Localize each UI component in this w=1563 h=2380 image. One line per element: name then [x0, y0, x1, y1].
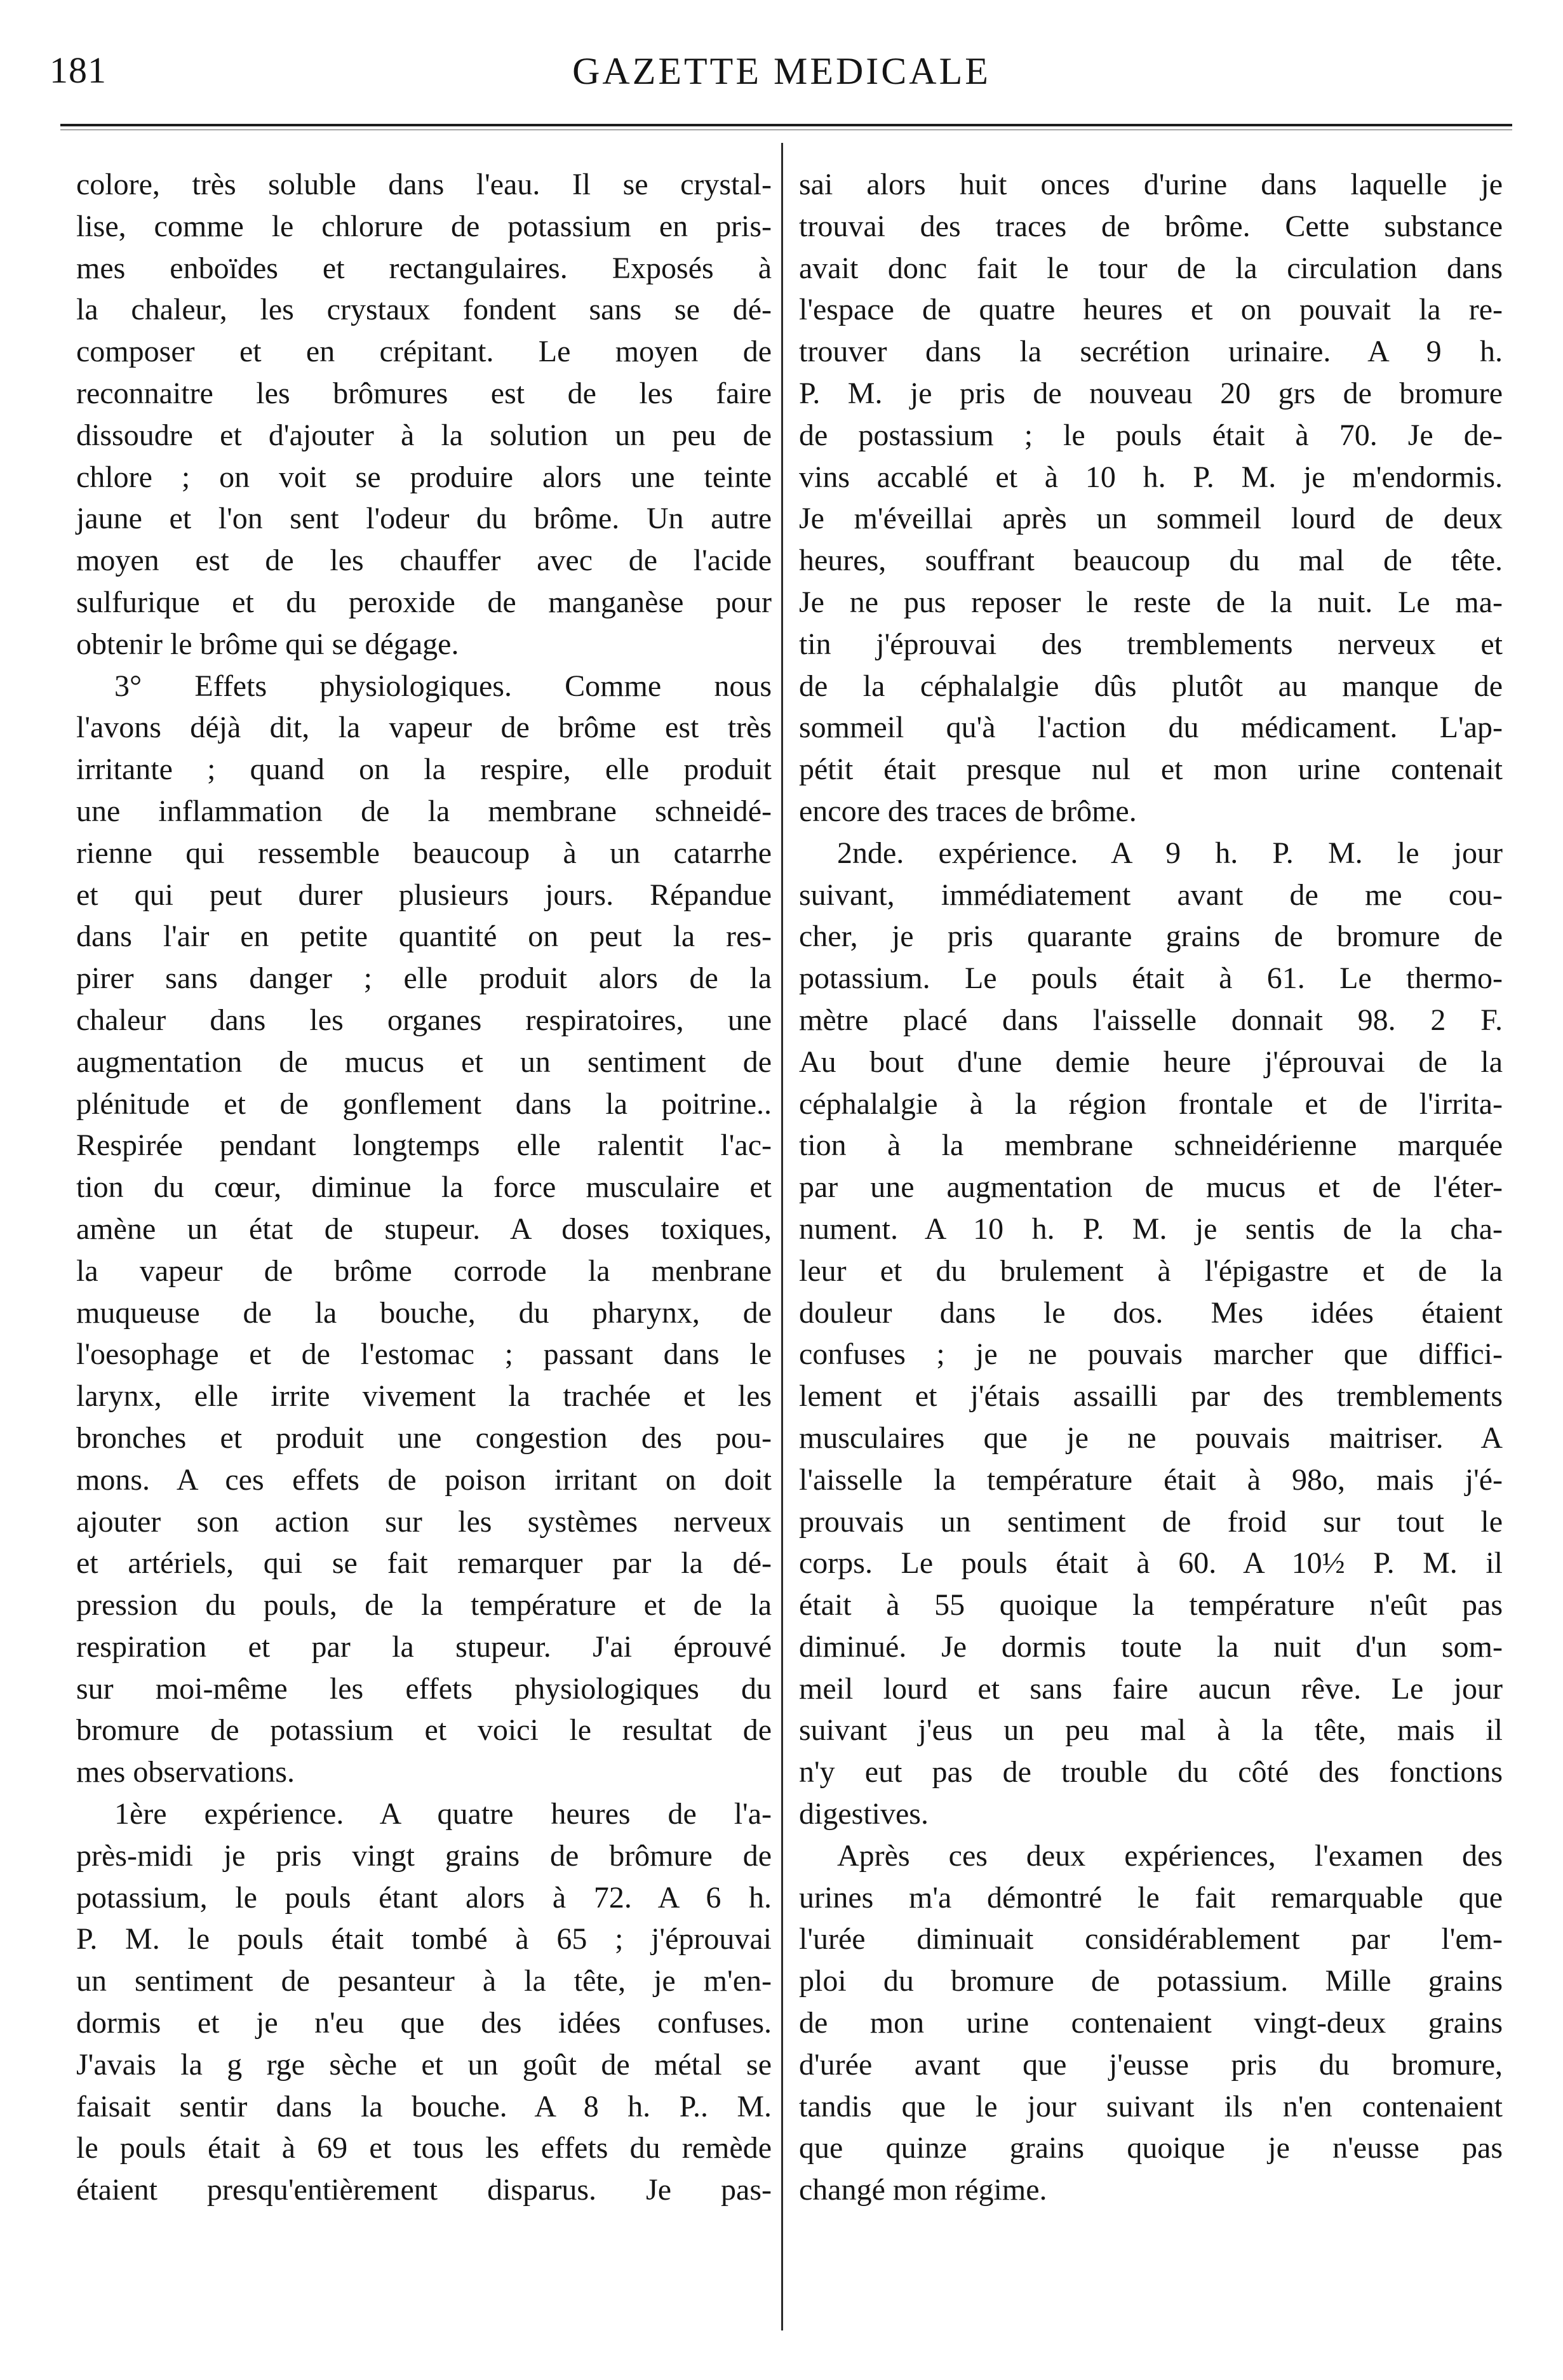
- text-line: pression du pouls, de la température et de la: [76, 1588, 772, 1622]
- text-line: 2nde. expérience. A 9 h. P. M. le jour: [837, 836, 1503, 870]
- text-line: faisait sentir dans la bouche. A 8 h. P.. M.: [76, 2089, 772, 2123]
- text-line: J'avais la g rge sèche et un goût de métal se: [76, 2047, 772, 2082]
- header-rule: [60, 124, 1512, 126]
- text-line: plénitude et de gonflement dans la poitrine..: [76, 1086, 772, 1121]
- text-line: suivant, immédiatement avant de me cou-: [799, 878, 1503, 912]
- text-line: P. M. je pris de nouveau 20 grs de bromure: [799, 376, 1503, 410]
- text-line: et artériels, qui se fait remarquer par la dé-: [76, 1546, 772, 1581]
- text-line: mons. A ces effets de poison irritant on doit: [76, 1462, 772, 1497]
- text-line: près-midi je pris vingt grains de brômure de: [76, 1838, 772, 1873]
- text-line: colore, très soluble dans l'eau. Il se crystal-: [76, 168, 772, 201]
- text-line: sulfurique et du peroxide de manganèse pour: [76, 585, 772, 619]
- text-line: l'urée diminuait considérablement par l'em-: [799, 1922, 1503, 1956]
- text-line: sai alors huit onces d'urine dans laquelle je: [799, 168, 1503, 201]
- text-line: étaient presqu'entièrement disparus. Je pas-: [76, 2173, 772, 2207]
- text-line: sur moi-même les effets physiologiques du: [76, 1671, 772, 1706]
- text-line: l'oesophage et de l'estomac ; passant dans le: [76, 1337, 772, 1372]
- right-column: [799, 164, 1503, 2211]
- text-line: respiration et par la stupeur. J'ai éprouvé: [76, 1629, 772, 1664]
- text-line: sommeil qu'à l'action du médicament. L'ap-: [799, 711, 1503, 745]
- text-line: que quinze grains quoique je n'eusse pas: [799, 2131, 1503, 2165]
- left-column: [76, 164, 772, 2211]
- text-line: était à 55 quoique la température n'eût pas: [799, 1588, 1503, 1622]
- text-line: par une augmentation de mucus et de l'éter-: [799, 1170, 1503, 1205]
- text-line: tion à la membrane schneidérienne marquée: [799, 1128, 1503, 1163]
- text-line: le pouls était à 69 et tous les effets du remède: [76, 2131, 772, 2165]
- text-line: la chaleur, les crystaux fondent sans se dé-: [76, 293, 772, 327]
- text-line: Respirée pendant longtemps elle ralentit l'ac-: [76, 1128, 772, 1163]
- text-line: n'y eut pas de trouble du côté des fonctions: [799, 1755, 1503, 1789]
- text-line: de mon urine contenaient vingt-deux grains: [799, 2006, 1503, 2040]
- text-line: diminué. Je dormis toute la nuit d'un som-: [799, 1629, 1503, 1664]
- text-line: ajouter son action sur les systèmes nerveux: [76, 1504, 772, 1539]
- text-line: et qui peut durer plusieurs jours. Répandue: [76, 878, 772, 912]
- text-line: l'avons déjà dit, la vapeur de brôme est très: [76, 711, 772, 745]
- text-line: la vapeur de brôme corrode la menbrane: [76, 1254, 772, 1288]
- text-line: pirer sans danger ; elle produit alors de la: [76, 961, 772, 996]
- text-line: avait donc fait le tour de la circulation dans: [799, 251, 1503, 285]
- text-line: tandis que le jour suivant ils n'en contenaient: [799, 2089, 1503, 2123]
- text-line: corps. Le pouls était à 60. A 10½ P. M. il: [799, 1546, 1503, 1581]
- text-line: de postassium ; le pouls était à 70. Je de-: [799, 418, 1503, 452]
- text-line: tin j'éprouvai des tremblements nerveux et: [799, 627, 1503, 661]
- text-line: dans l'air en petite quantité on peut la res-: [76, 919, 772, 954]
- text-line: bronches et produit une congestion des pou-: [76, 1421, 772, 1455]
- page-title: GAZETTE MEDICALE: [572, 50, 991, 92]
- text-line: vins accablé et à 10 h. P. M. je m'endormis.: [799, 460, 1503, 494]
- text-line: Je m'éveillai après un sommeil lourd de deux: [799, 502, 1503, 536]
- text-line: lise, comme le chlorure de potassium en pris-: [76, 209, 772, 243]
- text-line: amène un état de stupeur. A doses toxiques,: [76, 1212, 772, 1246]
- text-line: l'espace de quatre heures et on pouvait la re-: [799, 293, 1503, 327]
- text-line: suivant j'eus un peu mal à la tête, mais il: [799, 1713, 1503, 1748]
- text-line: moyen est de les chauffer avec de l'acide: [76, 544, 772, 578]
- text-line: céphalalgie à la région frontale et de l'irrita-: [799, 1086, 1503, 1121]
- text-line: ploi du bromure de potassium. Mille grains: [799, 1964, 1503, 1998]
- text-line: muqueuse de la bouche, du pharynx, de: [76, 1295, 772, 1330]
- text-line: dissoudre et d'ajouter à la solution un peu de: [76, 418, 772, 452]
- text-line: confuses ; je ne pouvais marcher que diffici-: [799, 1337, 1503, 1372]
- text-line: augmentation de mucus et un sentiment de: [76, 1045, 772, 1079]
- text-line: mes enboïdes et rectangulaires. Exposés à: [76, 251, 772, 285]
- text-line: urines m'a démontré le fait remarquable que: [799, 1880, 1503, 1915]
- column-divider: [781, 143, 783, 2330]
- text-line: changé mon régime.: [799, 2173, 1047, 2207]
- text-line: de la céphalalgie dûs plutôt au manque de: [799, 669, 1503, 703]
- text-line: Je ne pus reposer le reste de la nuit. Le ma-: [799, 585, 1503, 619]
- text-line: une inflammation de la membrane schneidé-: [76, 794, 772, 828]
- text-line: chaleur dans les organes respiratoires, une: [76, 1003, 772, 1037]
- text-line: dormis et je n'eu que des idées confuses.: [76, 2006, 772, 2040]
- text-line: 1ère expérience. A quatre heures de l'a-: [114, 1797, 772, 1831]
- text-line: reconnaitre les brômures est de les faire: [76, 376, 772, 410]
- text-line: mes observations.: [76, 1755, 295, 1789]
- text-line: Après ces deux expériences, l'examen des: [837, 1838, 1503, 1873]
- text-line: encore des traces de brôme.: [799, 794, 1137, 828]
- text-line: lement et j'étais assailli par des tremblements: [799, 1379, 1503, 1414]
- text-line: trouvai des traces de brôme. Cette substance: [799, 209, 1503, 243]
- text-line: rienne qui ressemble beaucoup à un catarrhe: [76, 836, 772, 870]
- text-line: mètre placé dans l'aisselle donnait 98. 2 F.: [799, 1003, 1503, 1037]
- text-line: douleur dans le dos. Mes idées étaient: [799, 1295, 1503, 1330]
- page-number: 181: [50, 50, 107, 91]
- text-line: meil lourd et sans faire aucun rêve. Le jour: [799, 1671, 1503, 1706]
- text-line: heures, souffrant beaucoup du mal de tête.: [799, 544, 1503, 578]
- text-line: digestives.: [799, 1797, 929, 1831]
- text-line: Au bout d'une demie heure j'éprouvai de la: [799, 1045, 1503, 1079]
- text-line: trouver dans la secrétion urinaire. A 9 h.: [799, 335, 1503, 369]
- text-line: obtenir le brôme qui se dégage.: [76, 627, 459, 661]
- text-line: bromure de potassium et voici le resultat de: [76, 1713, 772, 1748]
- text-line: pétit était presque nul et mon urine contenait: [799, 752, 1503, 787]
- text-line: d'urée avant que j'eusse pris du bromure,: [799, 2047, 1503, 2082]
- text-line: composer et en crépitant. Le moyen de: [76, 335, 772, 369]
- text-line: jaune et l'on sent l'odeur du brôme. Un autre: [76, 502, 772, 536]
- text-line: nument. A 10 h. P. M. je sentis de la cha-: [799, 1212, 1503, 1246]
- text-line: P. M. le pouls était tombé à 65 ; j'éprouvai: [76, 1922, 772, 1956]
- text-line: irritante ; quand on la respire, elle produit: [76, 752, 772, 787]
- text-line: 3° Effets physiologiques. Comme nous: [114, 669, 772, 703]
- text-line: l'aisselle la température était à 98o, mais j'é-: [799, 1462, 1503, 1497]
- text-line: tion du cœur, diminue la force musculaire et: [76, 1170, 772, 1205]
- text-line: musculaires que je ne pouvais maitriser. A: [799, 1421, 1503, 1455]
- text-line: cher, je pris quarante grains de bromure de: [799, 919, 1503, 954]
- text-line: potassium, le pouls étant alors à 72. A 6 h.: [76, 1880, 772, 1915]
- text-line: un sentiment de pesanteur à la tête, je m'en-: [76, 1964, 772, 1998]
- text-line: prouvais un sentiment de froid sur tout le: [799, 1504, 1503, 1539]
- text-line: potassium. Le pouls était à 61. Le thermo-: [799, 961, 1503, 996]
- text-line: larynx, elle irrite vivement la trachée et les: [76, 1379, 772, 1414]
- text-line: leur et du brulement à l'épigastre et de la: [799, 1254, 1503, 1288]
- text-line: chlore ; on voit se produire alors une teinte: [76, 460, 772, 494]
